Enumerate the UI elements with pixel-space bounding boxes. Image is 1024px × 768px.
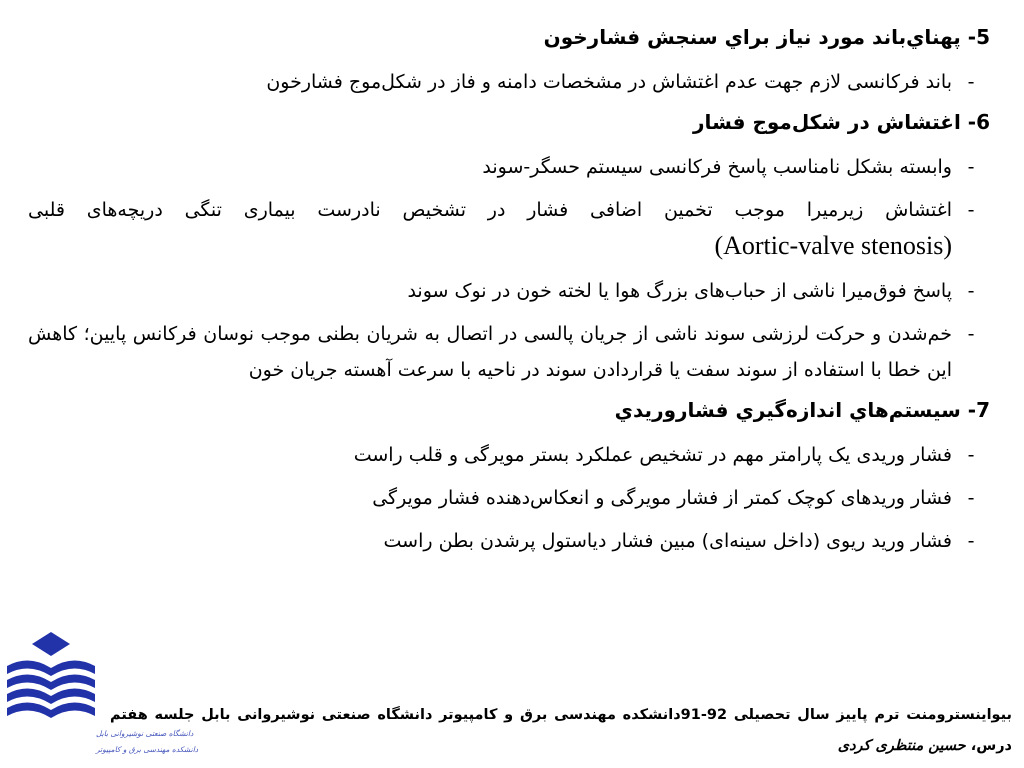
- bullet-dash: -: [967, 444, 975, 466]
- bullet-dash: -: [967, 71, 975, 93]
- bullet-dash: -: [967, 530, 975, 552]
- bullet-text: فشار وریدهای کوچک کمتر از فشار مویرگی و انعکاس‌دهنده فشار مویرگی: [372, 487, 952, 509]
- bullet-dash: -: [967, 280, 975, 302]
- bullet-dash: -: [967, 323, 975, 345]
- bullet-text: اغتشاش زیرمیرا موجب تخمین اضافی فشار در تشخیص نادرست بیماری تنگی دریچه‌های قلبی: [28, 199, 952, 221]
- bullet-text: خم‌شدن و حرکت لرزشی سوند ناشی از جریان پالسی در اتصال به شریان بطنی موجب نوسان فرکانس پایین؛ کاهش این خطا با استفاده از سوند سفت یا قراردادن سوند در ناحیه با سرعت آهسته جریان خون: [28, 323, 952, 381]
- university-logo-icon: [4, 628, 199, 764]
- section-7-heading: 7- سيستم‌هاي اندازه‌گيري فشاروريدي: [614, 398, 990, 422]
- bullet-dash: -: [967, 156, 975, 178]
- list-item: [28, 64, 990, 100]
- bullet-text: وابسته بشکل نامناسب پاسخ فرکانسی سیستم حسگر-سوند: [482, 156, 952, 178]
- bullet-text-with-term: [28, 192, 952, 266]
- bullet-dash: -: [967, 199, 975, 221]
- list-item: [28, 480, 990, 516]
- bullet-text: باند فرکانسی لازم جهت عدم اغتشاش در مشخصات دامنه و فاز در شکل‌موج فشارخون: [266, 71, 952, 93]
- logo-caption-university: دانشگاه صنعتی نوشیروانی بابل: [96, 729, 194, 738]
- bullet-text: فشار ورید ریوی (داخل سینه‌ای) مبین فشار دیاستول پرشدن بطن راست: [383, 530, 952, 552]
- bullet-text: فشار وریدی یک پارامتر مهم در تشخیص عملکرد بستر مویرگی و قلب راست: [353, 444, 952, 466]
- footer-course-info: بیواینسترومنت ترم پاییز سال تحصیلی 92-91دانشکده مهندسی برق و کامپیوتر دانشگاه صنعتی نوشیروانی بابل جلسه هفتم درس،: [110, 707, 1012, 754]
- section-5-heading: 5- پهناي‌باند مورد نياز براي سنجش فشارخون: [543, 25, 990, 49]
- university-logo-graphic: [4, 628, 199, 764]
- logo-caption-faculty: دانشکده مهندسی برق و کامپیوتر: [96, 745, 199, 754]
- list-item: [28, 523, 990, 559]
- list-item: [28, 273, 990, 309]
- slide-footer: [110, 700, 1012, 762]
- medical-term: (Aortic-valve stenosis): [714, 231, 952, 260]
- bullet-dash: -: [967, 487, 975, 509]
- list-item: [28, 316, 990, 388]
- list-item: [28, 437, 990, 473]
- footer-author: حسین منتظری کردی: [837, 738, 966, 754]
- section-6-heading: 6- اغتشاش در شکل‌موج فشار: [693, 110, 990, 134]
- list-item: [28, 149, 990, 185]
- list-item: [28, 192, 990, 266]
- bullet-text: پاسخ فوق‌میرا ناشی از حباب‌های بزرگ هوا یا لخته خون در نوک سوند: [407, 280, 952, 302]
- slide-content: [28, 22, 990, 566]
